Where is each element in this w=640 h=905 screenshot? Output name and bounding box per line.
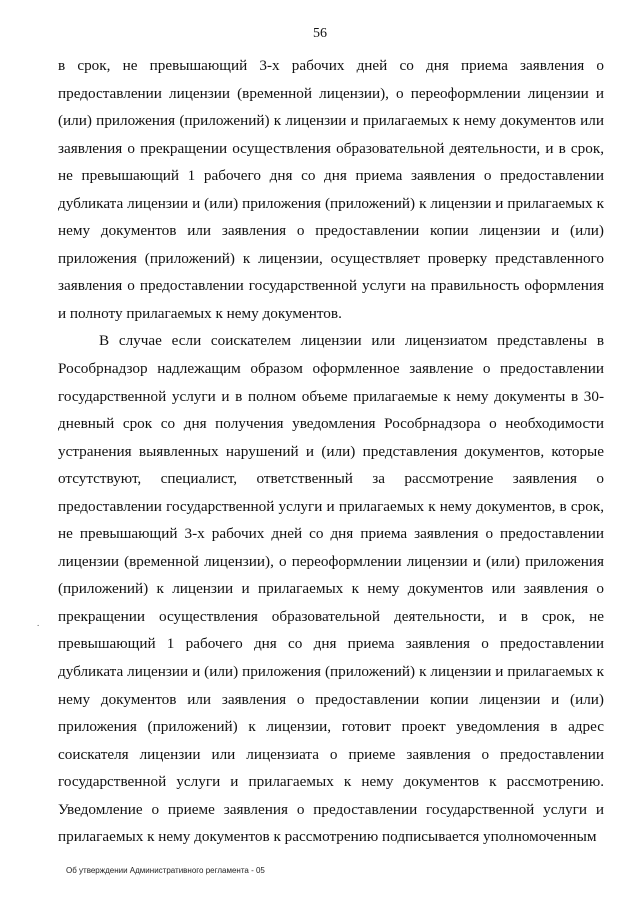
- page-number: 56: [313, 26, 327, 41]
- footer-document-title: Об утверждении Административного регламента - 05: [66, 866, 265, 875]
- paragraph-1: в срок, не превышающий 3-х рабочих дней со дня приема заявления о предоставлении лицензии (временной лицензии), о переоформлении лицензии и (или) приложения (приложений) к лицензии и прилагаемых к нему документов или заявления о прекращении осуществления образовательной деятельности, и в срок, не превышающий 1 рабочего дня со дня приема заявления о предоставлении дубликата лицензии и (или) приложения (приложений) к лицензии и прилагаемых к нему документов или заявления о предоставлении копии лицензии и (или) приложения (приложений) к лицензии, осуществляет проверку представленного заявления о предоставлении государственной услуги на правильность оформления и полноту прилагаемых к нему документов.: [58, 57, 604, 322]
- paragraph-2: В случае если соискателем лицензии или лицензиатом представлены в Рособрнадзор надлежащим образом оформленное заявление о предоставлении государственной услуги и в полном объеме прилагаемые к нему документы в 30-дневный срок со дня получения уведомления Рособрнадзора о необходимости устранения выявленных нарушений и (или) представления документов, которые отсутствуют, специалист, ответственный за рассмотрение заявления о предоставлении государственной услуги и прилагаемых к нему документов, в срок, не превышающий 3-х рабочих дней со дня приема заявления о предоставлении лицензии (временной лицензии), о переоформлении лицензии и (или) приложения (приложений) к лицензии и прилагаемых к нему документов или заявления о прекращении осуществления образовательной деятельности, и в срок, не превышающий 1 рабочего дня со дня приема заявления о предоставлении дубликата лицензии и (или) приложения (приложений) к лицензии и прилагаемых к нему документов или заявления о предоставлении копии лицензии и (или) приложения (приложений) к лицензии, готовит проект уведомления в адрес соискателя лицензии или лицензиата о приеме заявления о предоставлении государственной услуги и прилагаемых к нему документов к рассмотрению. Уведомление о приеме заявления о предоставлении государственной услуги и прилагаемых к нему документов к рассмотрению подписывается уполномоченным: [58, 332, 604, 846]
- margin-mark: .: [37, 618, 40, 628]
- document-body: [58, 52, 604, 851]
